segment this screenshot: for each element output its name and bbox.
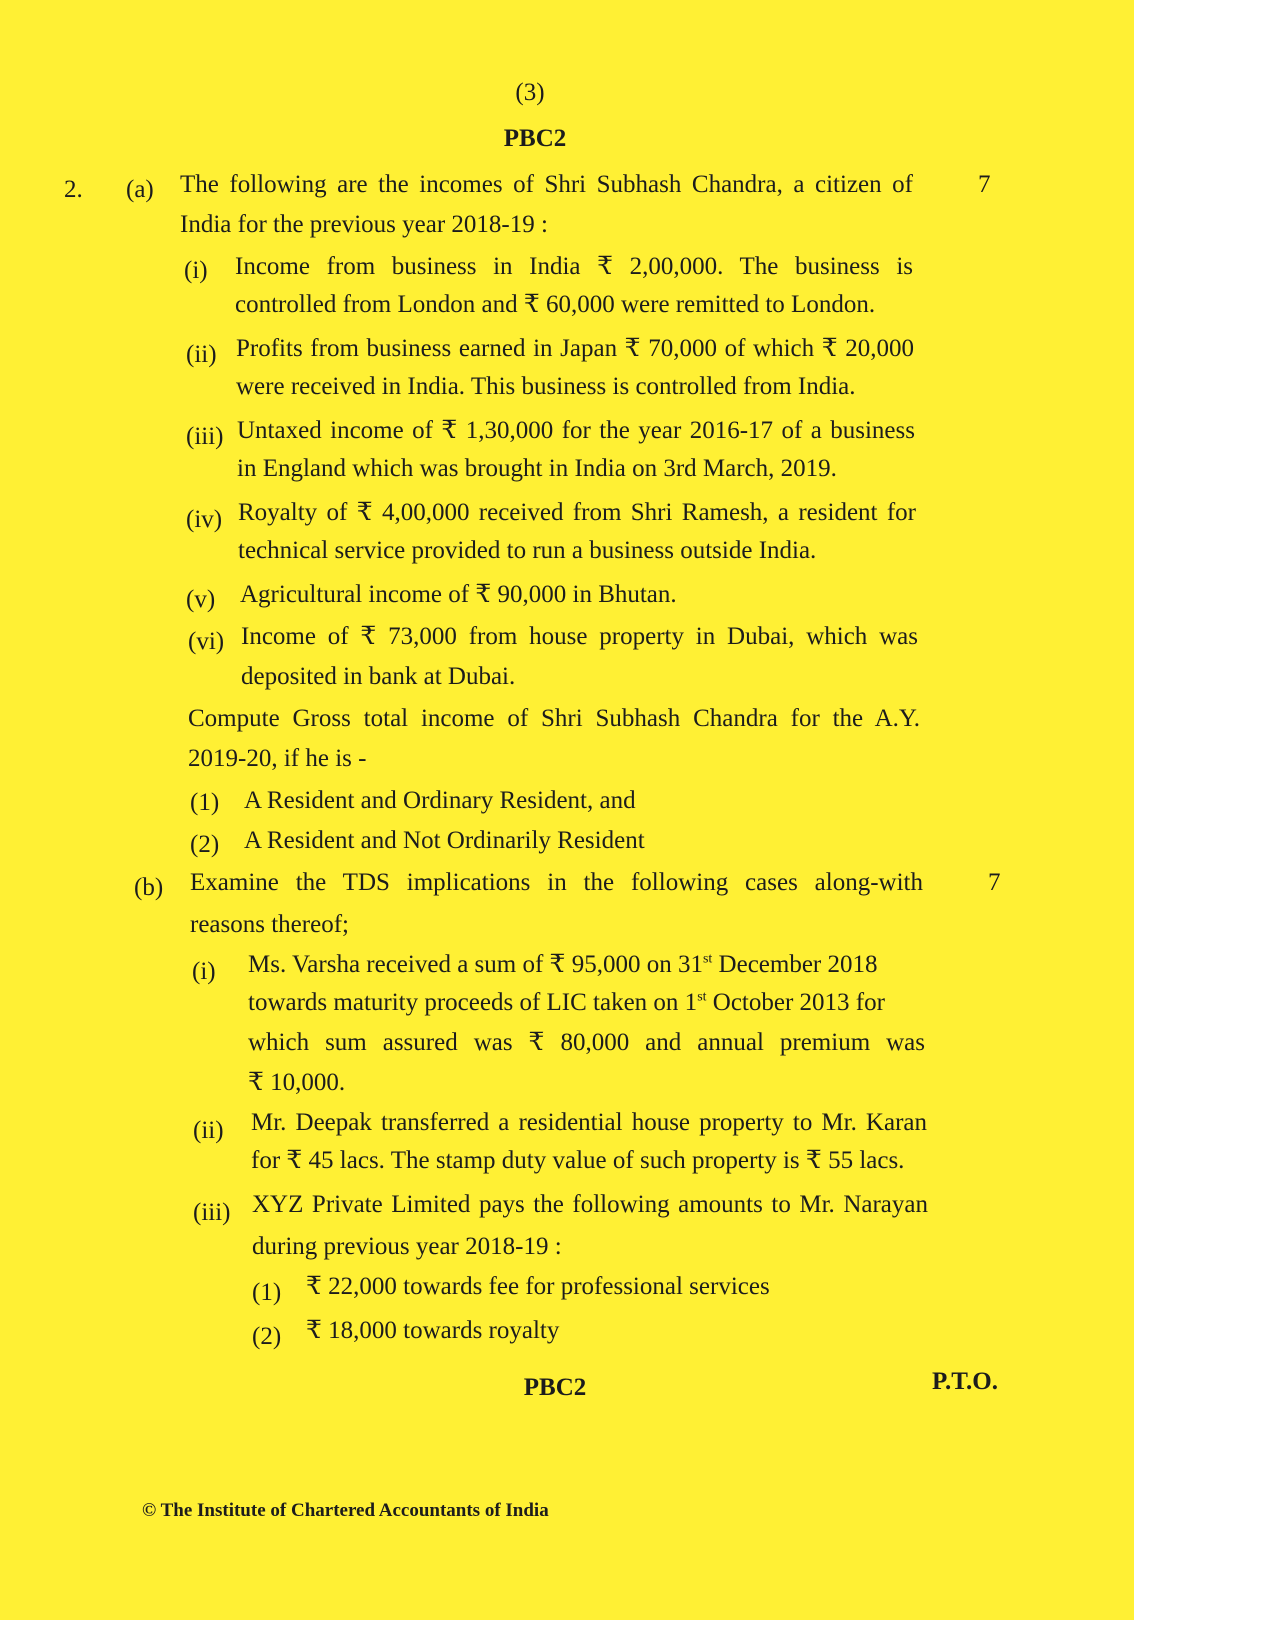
part-b-marks: 7 <box>988 869 1001 896</box>
part-b-intro-line2: reasons thereof; <box>190 911 349 938</box>
paper-code-header: PBC2 <box>503 125 567 152</box>
subitem-label: (2) <box>252 1323 282 1350</box>
part-a-intro-line2: India for the previous year 2018-19 : <box>180 211 548 238</box>
item-label: (ii) <box>186 341 217 368</box>
item-line: in England which was brought in India on 3rd March, 2019. <box>237 455 837 482</box>
item-line: Royalty of ₹ 4,00,000 received from Shri Ramesh, a resident for <box>238 499 916 526</box>
option-label: (2) <box>190 831 220 858</box>
compute-line1: Compute Gross total income of Shri Subhash Chandra for the A.Y. <box>188 705 920 732</box>
item-label: (iii) <box>186 423 224 450</box>
subitem-text: ₹ 22,000 towards fee for professional services <box>306 1273 770 1300</box>
item-line: technical service provided to run a business outside India. <box>238 537 817 564</box>
part-b-label: (b) <box>134 874 164 901</box>
part-a-intro-line1: The following are the incomes of Shri Subhash Chandra, a citizen of <box>180 171 913 198</box>
copyright-notice: © The Institute of Chartered Accountants of India <box>142 1500 549 1521</box>
item-line: controlled from London and ₹ 60,000 were remitted to London. <box>235 291 876 318</box>
part-b-intro-line1: Examine the TDS implications in the following cases along-with <box>190 869 923 896</box>
item-line-with-superscript: towards maturity proceeds of LIC taken on 1st October 2013 for <box>248 989 885 1016</box>
item-line: Mr. Deepak transferred a residential house property to Mr. Karan <box>251 1109 927 1136</box>
option-text: A Resident and Not Ordinarily Resident <box>244 827 645 854</box>
item-label: (iv) <box>186 506 223 533</box>
item-line: Profits from business earned in Japan ₹ 70,000 of which ₹ 20,000 <box>236 335 914 362</box>
option-text: A Resident and Ordinary Resident, and <box>244 787 636 814</box>
item-line: Income of ₹ 73,000 from house property in Dubai, which was <box>241 623 918 650</box>
item-line-with-superscript: Ms. Varsha received a sum of ₹ 95,000 on 31st December 2018 <box>248 951 878 978</box>
item-line: Income from business in India ₹ 2,00,000. The business is <box>235 253 913 280</box>
item-line: deposited in bank at Dubai. <box>241 663 516 690</box>
part-a-marks: 7 <box>978 171 991 198</box>
item-line: Untaxed income of ₹ 1,30,000 for the year 2016-17 of a business <box>237 417 915 444</box>
compute-line2: 2019-20, if he is - <box>188 745 367 772</box>
paper-code-footer: PBC2 <box>523 1374 587 1401</box>
item-label: (ii) <box>193 1117 224 1144</box>
item-label: (iii) <box>193 1199 231 1226</box>
item-label: (i) <box>184 257 208 284</box>
item-label: (i) <box>192 958 216 985</box>
item-label: (vi) <box>188 628 225 655</box>
item-line: during previous year 2018-19 : <box>252 1233 562 1260</box>
item-line: were received in India. This business is controlled from India. <box>236 373 856 400</box>
item-line: Agricultural income of ₹ 90,000 in Bhutan. <box>240 581 677 608</box>
item-line: XYZ Private Limited pays the following amounts to Mr. Narayan <box>252 1191 928 1218</box>
question-number: 2. <box>64 176 83 203</box>
item-line: for ₹ 45 lacs. The stamp duty value of such property is ₹ 55 lacs. <box>251 1147 905 1174</box>
page-number: (3) <box>515 79 545 106</box>
part-a-label: (a) <box>126 176 154 203</box>
option-label: (1) <box>190 789 220 816</box>
item-line: ₹ 10,000. <box>248 1069 346 1096</box>
subitem-label: (1) <box>252 1279 282 1306</box>
pto-label: P.T.O. <box>932 1368 998 1395</box>
item-line: which sum assured was ₹ 80,000 and annual premium was <box>248 1029 925 1056</box>
item-label: (v) <box>186 586 216 613</box>
subitem-text: ₹ 18,000 towards royalty <box>306 1317 560 1344</box>
